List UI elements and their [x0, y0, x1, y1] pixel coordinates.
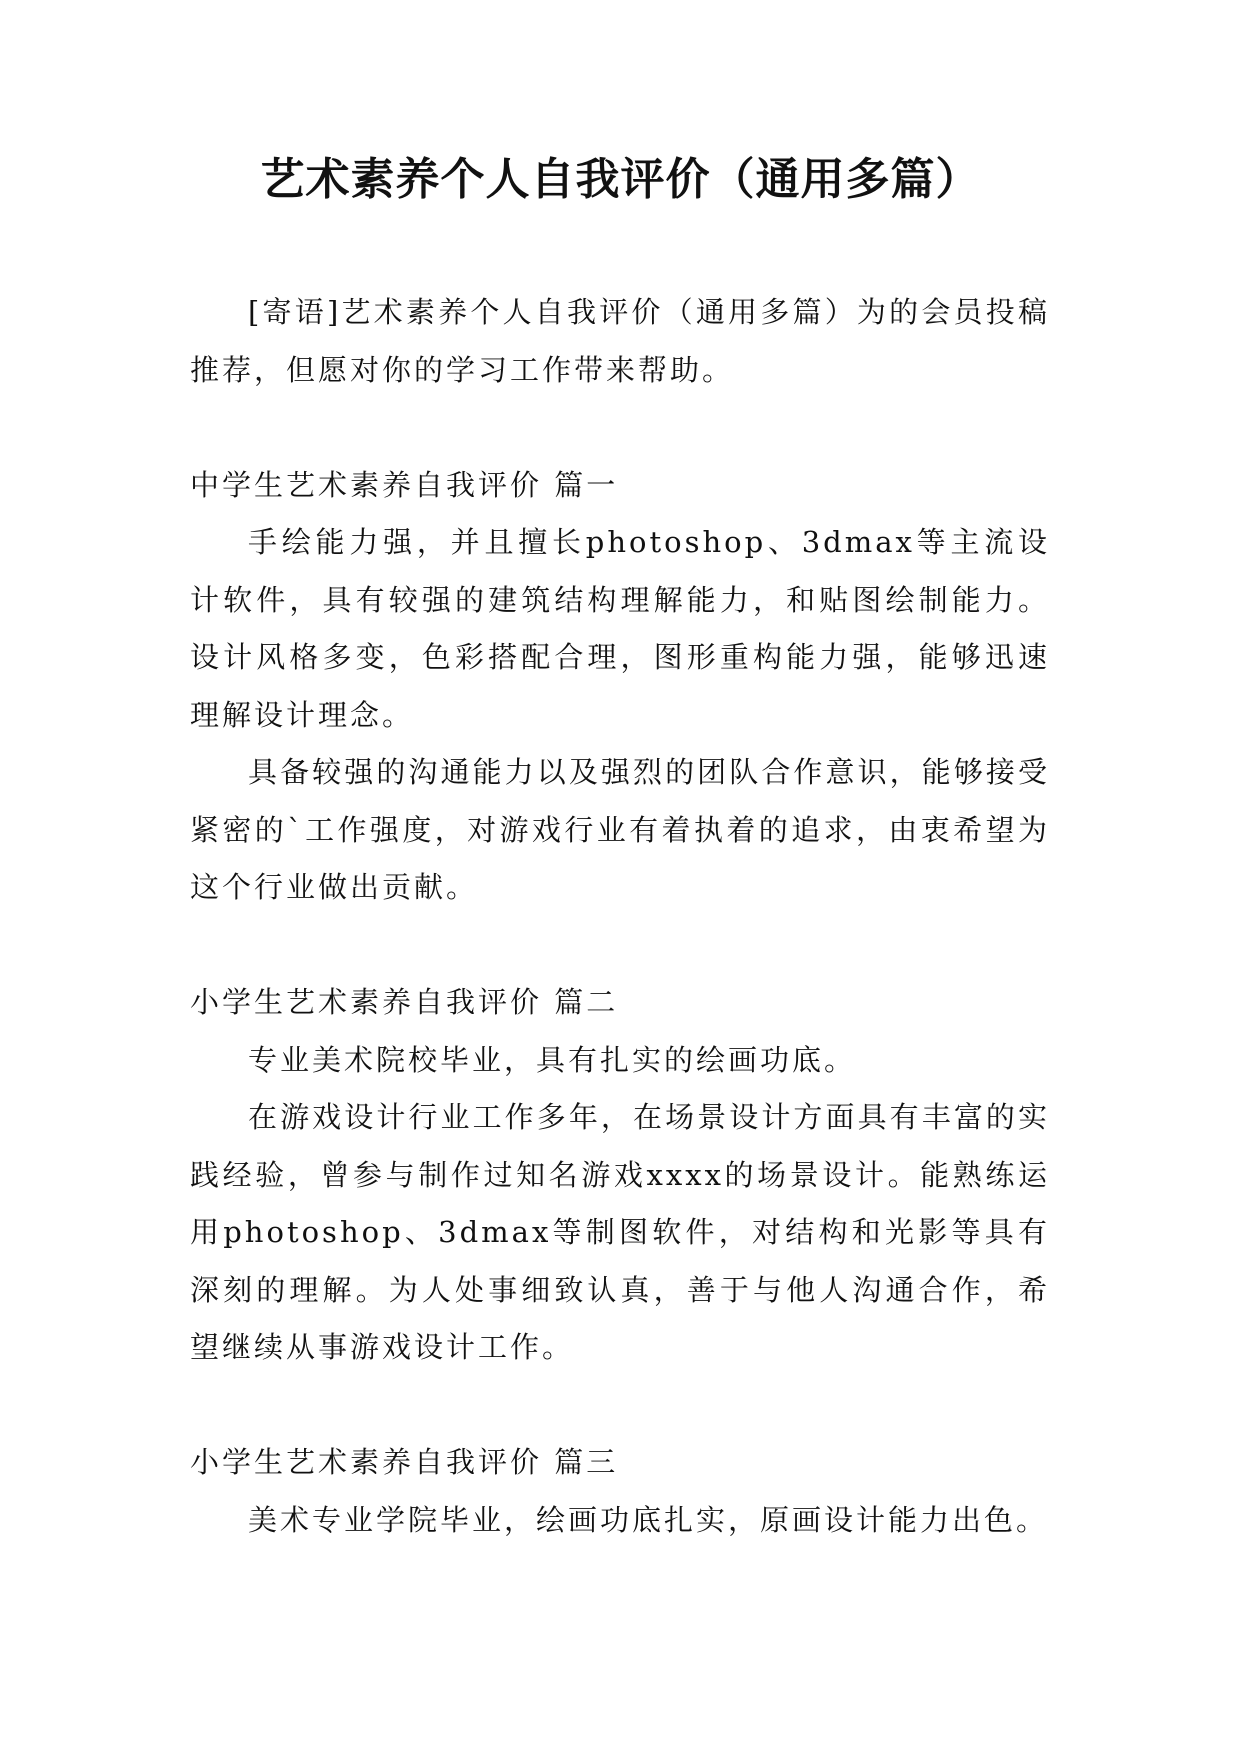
section-heading-2: 小学生艺术素养自我评价 篇二 — [190, 985, 619, 1019]
document-title: 艺术素养个人自我评价（通用多篇） — [260, 154, 981, 205]
section-heading-1: 中学生艺术素养自我评价 篇一 — [190, 467, 619, 502]
intro-paragraph: [寄语]艺术素养个人自我评价（通用多篇）为的会员投稿推荐，但愿对你的学习工作带来帮助。 — [190, 295, 1050, 387]
section-3-paragraph-1: 美术专业学院毕业，绘画功底扎实，原画设计能力出色。 — [248, 1502, 1049, 1537]
spacer — [190, 399, 1050, 457]
section-1-paragraph-1: 手绘能力强，并且擅长photoshop、3dmax等主流设计软件，具有较强的建筑结构理解能力，和贴图绘制能力。设计风格多变，色彩搭配合理，图形重构能力强，能够迅速理解设计理念。 — [190, 525, 1050, 732]
section-heading-3: 小学生艺术素养自我评价 篇三 — [190, 1445, 619, 1479]
section-2-paragraph-2: 在游戏设计行业工作多年，在场景设计方面具有丰富的实践经验，曾参与制作过知名游戏xxxx的场景设计。能熟练运用photoshop、3dmax等制图软件，对结构和光影等具有深刻的理解。为人处事细致认真，善于与他人沟通合作，希望继续从事游戏设计工作。 — [190, 1100, 1050, 1364]
spacer — [190, 917, 1050, 975]
section-2-paragraph-1: 专业美术院校毕业，具有扎实的绘画功底。 — [248, 1042, 857, 1077]
document-body — [190, 284, 1050, 1549]
spacer — [190, 1377, 1050, 1435]
section-1-paragraph-2: 具备较强的沟通能力以及强烈的团队合作意识，能够接受紧密的`工作强度，对游戏行业有着执着的追求，由衷希望为这个行业做出贡献。 — [190, 755, 1050, 904]
